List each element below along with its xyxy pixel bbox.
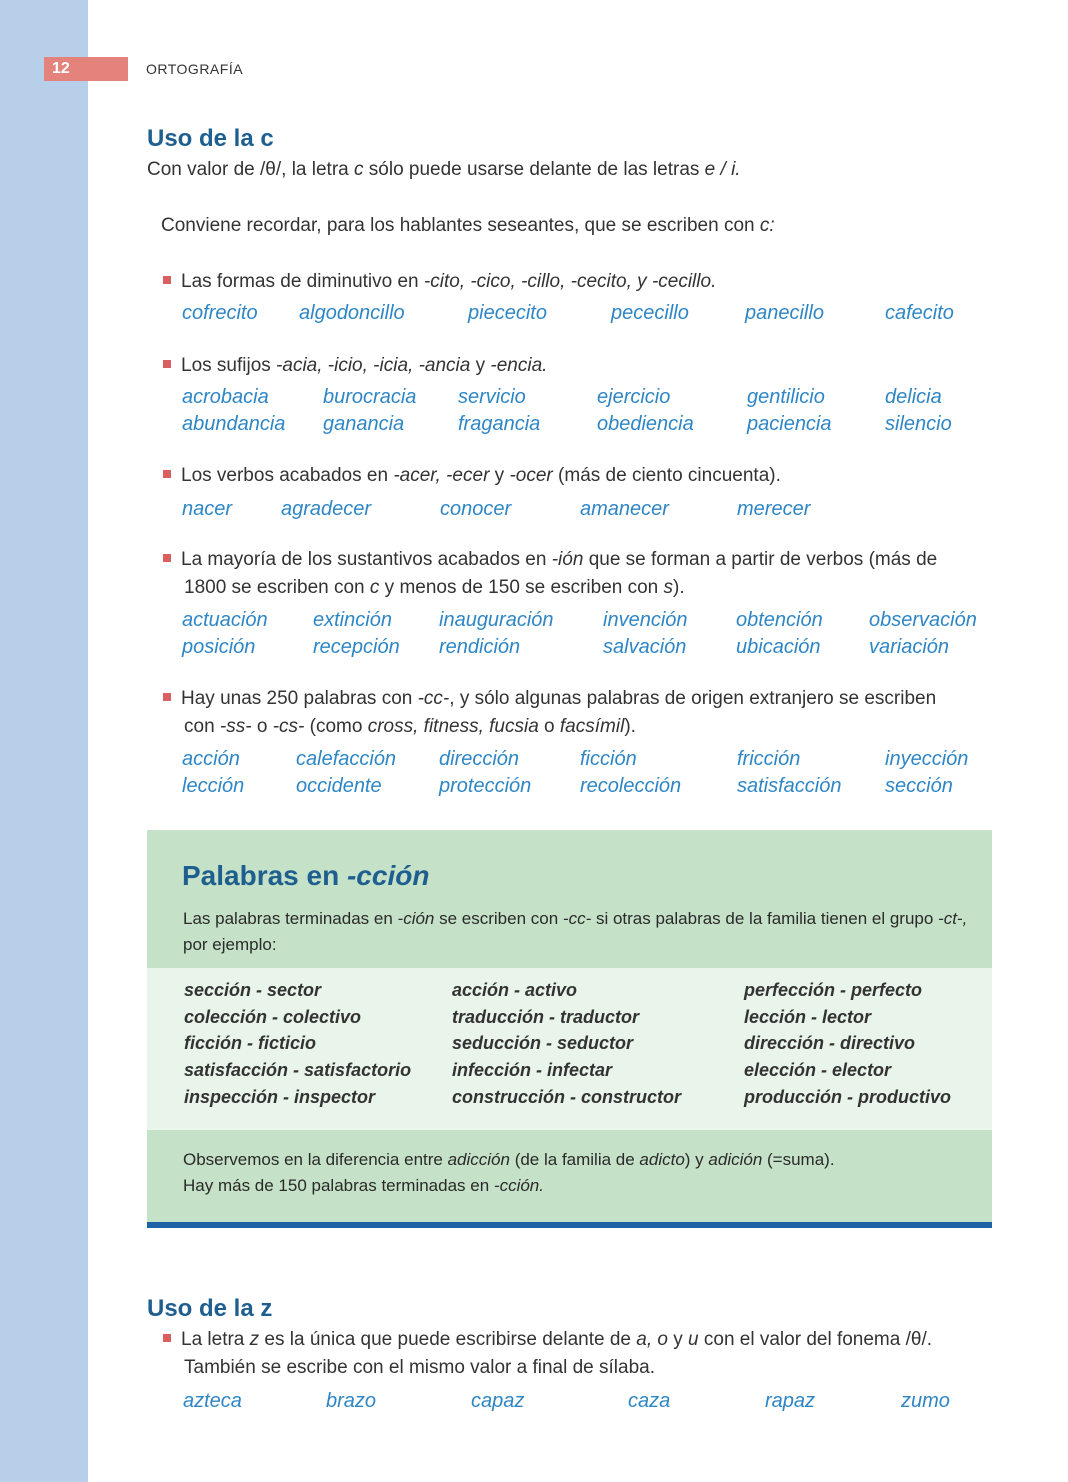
bullet-icon xyxy=(163,470,171,478)
word: ejercicio xyxy=(597,386,671,408)
word: obtención xyxy=(736,609,823,631)
word: acción xyxy=(182,748,240,770)
word: salvación xyxy=(603,636,687,658)
word-pair: elección - elector xyxy=(744,1060,892,1080)
word: nacer xyxy=(182,498,233,520)
word: zumo xyxy=(901,1390,950,1412)
word: fragancia xyxy=(458,413,541,435)
word: actuación xyxy=(182,609,268,631)
word: observación xyxy=(869,609,977,631)
word-pair: lección - lector xyxy=(744,1007,872,1027)
word: agradecer xyxy=(281,498,372,520)
word: lección xyxy=(182,775,245,797)
word: ficción xyxy=(580,748,637,770)
rule-z: La letra z es la única que puede escribirse delante de a, o y u con el valor del fonema /θ/. También se escribe con el mismo valor a final de sílaba. xyxy=(163,1326,932,1382)
word: obediencia xyxy=(597,413,694,435)
word: brazo xyxy=(326,1390,377,1412)
word: occidente xyxy=(296,775,382,797)
word: azteca xyxy=(183,1390,242,1412)
word-pair: infección - infectar xyxy=(452,1060,613,1080)
bullet-icon xyxy=(163,554,171,562)
word-pair: traducción - traductor xyxy=(452,1007,640,1027)
word-pair: perfección - perfecto xyxy=(744,980,923,1000)
page-number: 12 xyxy=(44,57,128,81)
word: paciencia xyxy=(747,413,832,435)
word: sección xyxy=(885,775,953,797)
word: inyección xyxy=(885,748,969,770)
word: satisfacción xyxy=(737,775,842,797)
word: amanecer xyxy=(580,498,669,520)
word-pair: ficción - ficticio xyxy=(184,1033,317,1053)
word: protección xyxy=(439,775,532,797)
bullet-icon xyxy=(163,276,171,284)
box-title: Palabras en -cción xyxy=(182,860,430,891)
word: piececito xyxy=(468,302,547,324)
word: burocracia xyxy=(323,386,417,408)
bullet-icon xyxy=(163,693,171,701)
word: recolección xyxy=(580,775,682,797)
word: servicio xyxy=(458,386,526,408)
word: extinción xyxy=(313,609,392,631)
rule-verbs: Los verbos acabados en -acer, -ecer y -ocer (más de ciento cincuenta). xyxy=(163,462,781,490)
word: ganancia xyxy=(323,413,405,435)
bullet-icon xyxy=(163,360,171,368)
bullet-icon xyxy=(163,1334,171,1342)
word: silencio xyxy=(885,413,952,435)
info-box-bottom-rule xyxy=(147,1222,992,1228)
word-pair: dirección - directivo xyxy=(744,1033,916,1053)
word-pair: inspección - inspector xyxy=(184,1087,376,1107)
word: fricción xyxy=(737,748,801,770)
word: conocer xyxy=(440,498,512,520)
word: calefacción xyxy=(296,748,397,770)
rule-nouns-ion: La mayoría de los sustantivos acabados en -ión que se forman a partir de verbos (más de 1800 se escriben con c y menos de 150 se escriben con s). xyxy=(163,546,937,602)
word: merecer xyxy=(737,498,811,520)
word-pair: colección - colectivo xyxy=(184,1007,362,1027)
word: dirección xyxy=(439,748,520,770)
word-pair: satisfacción - satisfactorio xyxy=(184,1060,412,1080)
recall-c: Conviene recordar, para los hablantes seseantes, que se escriben con c: xyxy=(161,215,775,236)
rule-diminutive: Las formas de diminutivo en -cito, -cico, -cillo, -cecito, y -cecillo. xyxy=(163,268,716,296)
word: gentilicio xyxy=(747,386,825,408)
word: caza xyxy=(628,1390,671,1412)
word: posición xyxy=(182,636,256,658)
word: pececillo xyxy=(611,302,689,324)
word: rapaz xyxy=(765,1390,816,1412)
word: abundancia xyxy=(182,413,286,435)
intro-c: Con valor de /θ/, la letra c sólo puede usarse delante de las letras e / i. xyxy=(147,159,741,180)
word: algodoncillo xyxy=(299,302,405,324)
word: delicia xyxy=(885,386,942,408)
word: panecillo xyxy=(745,302,824,324)
word-pair: producción - productivo xyxy=(744,1087,951,1107)
word: rendición xyxy=(439,636,521,658)
word: inauguración xyxy=(439,609,554,631)
section-title-z: Uso de la z xyxy=(147,1295,273,1322)
word-pair: construcción - constructor xyxy=(452,1087,682,1107)
page-sidebar xyxy=(0,0,88,1482)
rule-cc: Hay unas 250 palabras con -cc-, y sólo algunas palabras de origen extranjero se escriben con -ss- o -cs- (como cross, fitness, fucsia o facsímil). xyxy=(163,685,936,741)
word: ubicación xyxy=(736,636,821,658)
box-explanation: Las palabras terminadas en -ción se escriben con -cc- si otras palabras de la familia tienen el grupo -ct-, por ejemplo: xyxy=(183,909,968,954)
box-note: Observemos en la diferencia entre adicción (de la familia de adicto) y adición (=suma). Hay más de 150 palabras terminadas en -cción. xyxy=(183,1150,835,1195)
word: cofrecito xyxy=(182,302,258,324)
word: recepción xyxy=(313,636,400,658)
word: acrobacia xyxy=(182,386,269,408)
word: capaz xyxy=(471,1390,525,1412)
word: invención xyxy=(603,609,688,631)
word: variación xyxy=(869,636,950,658)
word-pair: seducción - seductor xyxy=(452,1033,634,1053)
running-head: ORTOGRAFÍA xyxy=(146,61,244,77)
word-pair: acción - activo xyxy=(452,980,578,1000)
word: cafecito xyxy=(885,302,954,324)
section-title-c: Uso de la c xyxy=(147,125,274,152)
word-pair: sección - sector xyxy=(184,980,322,1000)
rule-suffixes: Los sufijos -acia, -icio, -icia, -ancia y -encia. xyxy=(163,352,547,380)
